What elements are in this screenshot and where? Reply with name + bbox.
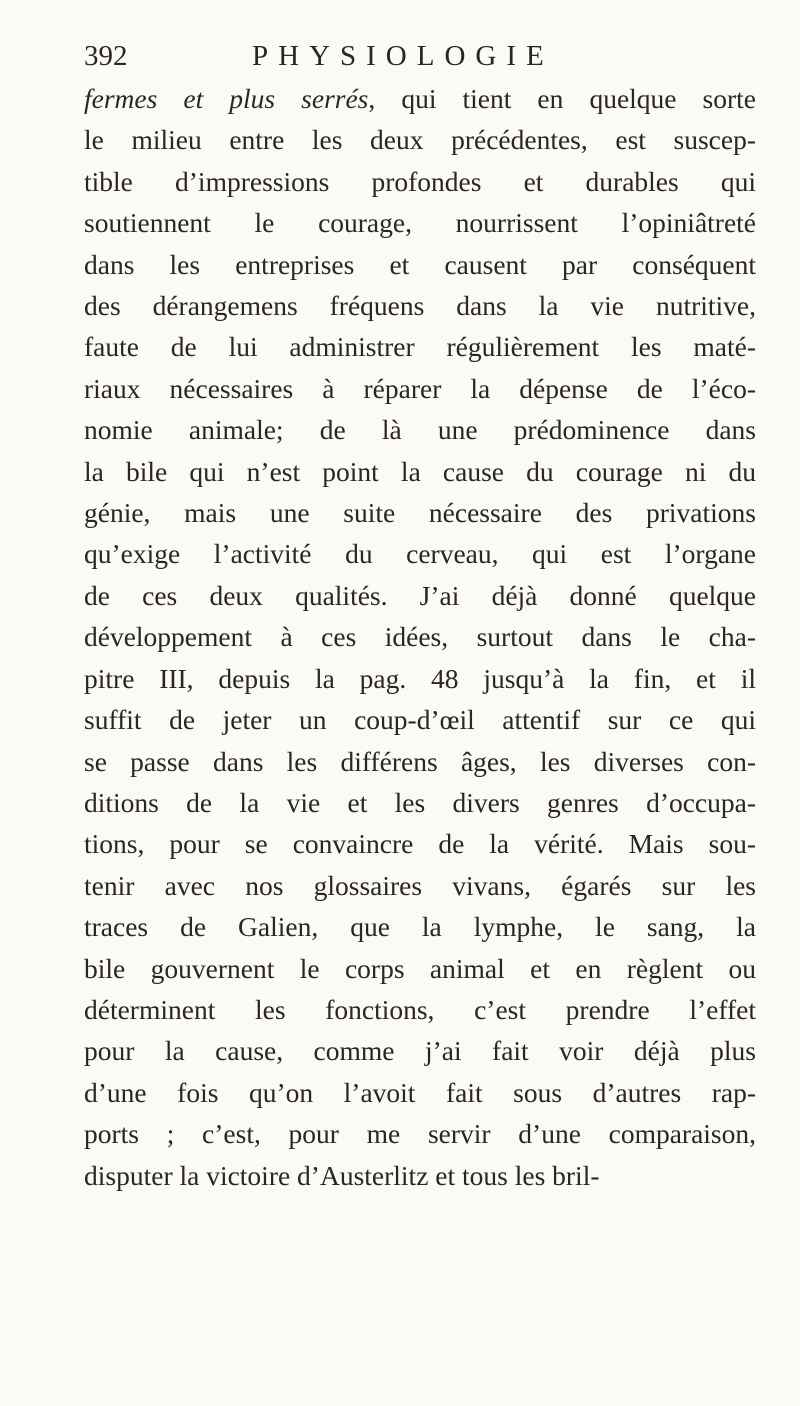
running-title: PHYSIOLOGIE <box>252 40 554 72</box>
text-line <box>84 78 756 119</box>
page-header <box>84 36 744 76</box>
text-line: soutiennent le courage, nourrissent l’opiniâtreté <box>84 207 756 239</box>
page-number: 392 <box>84 40 128 72</box>
text-line: pour la cause, comme j’ai fait voir déjà plus <box>84 1035 756 1067</box>
text-line: tenir avec nos glossaires vivans, égarés sur les <box>84 869 756 901</box>
text-line: riaux nécessaires à réparer la dépense de l’éco- <box>84 372 756 404</box>
text-line: ports ; c’est, pour me servir d’une comparaison, <box>84 1118 756 1150</box>
text-line: traces de Galien, que la lymphe, le sang, la <box>84 911 756 943</box>
text-line: de ces deux qualités. J’ai déjà donné quelque <box>84 579 756 611</box>
text-line: tions, pour se convaincre de la vérité. Mais sou- <box>84 828 756 860</box>
text-line: d’une fois qu’on l’avoit fait sous d’autres rap- <box>84 1076 756 1108</box>
text-line: développement à ces idées, surtout dans le cha- <box>84 621 756 653</box>
text-line: faute de lui administrer régulièrement les maté- <box>84 331 756 363</box>
text-line: pitre III, depuis la pag. 48 jusqu’à la fin, et il <box>84 662 756 694</box>
text-line: bile gouvernent le corps animal et en règlent ou <box>84 952 756 984</box>
text-line: disputer la victoire d’Austerlitz et tous les bril- <box>84 1159 600 1191</box>
text-line: la bile qui n’est point la cause du courage ni du <box>84 455 756 487</box>
text-line: des dérangemens fréquens dans la vie nutritive, <box>84 290 756 322</box>
text-line: se passe dans les différens âges, les diverses con- <box>84 745 756 777</box>
text-line: ditions de la vie et les divers genres d’occupa- <box>84 786 756 818</box>
text-line: qu’exige l’activité du cerveau, qui est l’organe <box>84 538 756 570</box>
text-line: génie, mais une suite nécessaire des privations <box>84 497 756 529</box>
text-line: déterminent les fonctions, c’est prendre l’effet <box>84 993 756 1025</box>
text-line-rest: , qui tient en quelque sorte <box>368 83 757 114</box>
italic-phrase: fermes et plus serrés <box>84 83 369 114</box>
body-text <box>84 78 756 1196</box>
text-line: le milieu entre les deux précédentes, est suscep- <box>84 124 756 156</box>
text-line: tible d’impressions profondes et durables qui <box>84 165 756 197</box>
text-line: dans les entreprises et causent par conséquent <box>84 248 756 280</box>
text-line: nomie animale; de là une prédominence dans <box>84 414 756 446</box>
text-line: suffit de jeter un coup-d’œil attentif sur ce qui <box>84 704 756 736</box>
